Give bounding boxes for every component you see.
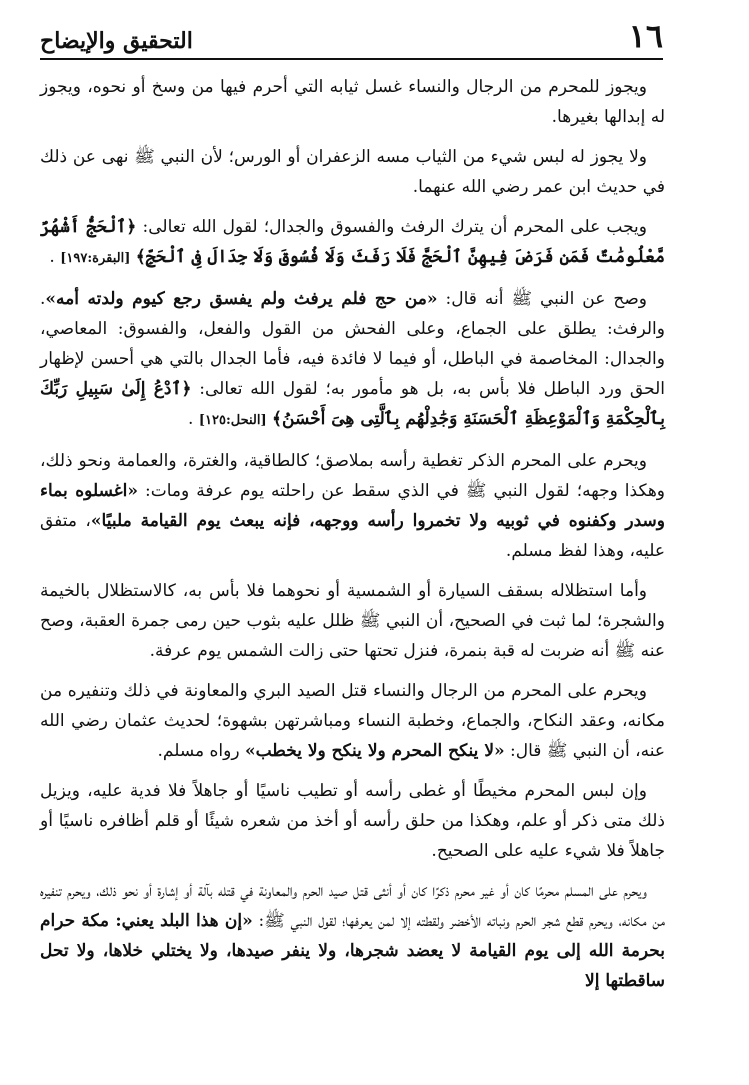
paragraph-rafath: [40, 212, 665, 274]
page-number: ١٦: [628, 17, 663, 55]
quran-verse: ﴿ٱلْحَجُّ أَشْهُرٌ مَّعْلُومَٰتٌ فَمَن فَرَضَ فِيهِنَّ ٱلْحَجَّ فَلَا رَفَثَ وَلَا فُسُوقَ وَلَا جِدَالَ فِى ٱلْحَجِّ﴾: [40, 217, 665, 267]
paragraph-text: ويجب على المحرم أن يترك الرفث والفسوق والجدال؛ لقول الله تعالى:: [142, 217, 648, 237]
hadith-quote: «إن هذا البلد يعني: مكة حرام بحرمة الله إلى يوم القيامة لا يعضد شجرها، ولا ينفر صيدها، ولا يختلي خلاها، ولا تحل ساقطتها إلا: [40, 911, 665, 991]
paragraph-haram-game: [40, 876, 665, 996]
page-header: [40, 14, 663, 60]
quran-verse: ﴿ٱدْعُ إِلَىٰ سَبِيلِ رَبِّكَ بِٱلْحِكْمَةِ وَٱلْمَوْعِظَةِ ٱلْحَسَنَةِ وَجَٰدِلْهُم بِٱلَّتِى هِىَ أَحْسَنُ﴾: [40, 379, 665, 429]
paragraph-saffron: ولا يجوز له لبس شيء من الثياب مسه الزعفران أو الورس؛ لأن النبي ﷺ نهى عن ذلك في حديث ابن عمر رضي الله عنهما.: [40, 147, 665, 197]
paragraph-text: ويحرم على المحرم من الرجال والنساء قتل الصيد البري والمعاونة في ذلك وتنفيره من مكانه، وعقد النكاح، والجماع، وخطبة النساء ومباشرتهن بشهوة؛ لحديث عثمان رضي الله عنه، أن النبي ﷺ قال:: [40, 681, 665, 761]
hadith-quote: «لا ينكح المحرم ولا ينكح ولا يخطب»: [244, 741, 505, 761]
hadith-quote: «من حج فلم يرفث ولم يفسق رجع كيوم ولدته أمه»: [45, 289, 438, 309]
hadith-quote: «اغسلوه بماء وسدر وكفنوه في ثوبيه ولا تخمروا رأسه ووجهه، فإنه يبعث يوم القيامة ملبيًا»: [40, 481, 665, 531]
paragraph-text: .: [188, 409, 194, 429]
paragraph-text: ، متفق عليه، وهذا لفظ مسلم.: [40, 511, 665, 561]
running-title: التحقيق والإيضاح: [40, 28, 193, 54]
paragraph-text: .: [49, 247, 55, 267]
paragraph-head-covering: [40, 446, 665, 566]
verse-reference: [البقرة:١٩٧]: [60, 251, 131, 266]
paragraph-shade: وأما استظلاله بسقف السيارة أو الشمسية أو نحوهما فلا بأس به، كالاستظلال بالخيمة والشجرة؛ لما ثبت في الصحيح، أن النبي ﷺ ظلل عليه بثوب حين رمى جمرة العقبة، وصح عنه ﷺ أنه ضربت له قبة بنمرة، فنزل تحتها حتى زالت الشمس يوم عرفة.: [40, 581, 665, 661]
paragraph-hajj-hadith: [40, 284, 665, 436]
body-text: [40, 72, 665, 996]
paragraph-text: . والرفث: يطلق على الجماع، وعلى الفحش من القول والفعل، والفسوق: المعاصي، والجدال: المخاصمة في الباطل، أو فيما لا فائدة فيه، فأما الجدال بالتي هي أحسن لإظهار الحق ورد الباطل فلا بأس به، بل هو مأمور به؛ لقول الله تعالى:: [40, 289, 665, 399]
paragraph-text: ويحرم على المسلم محرمًا كان أو غير محرم ذكرًا كان أو أنثى قتل صيد الحرم والمعاونة في قتله بآلة أو إشارة أو نحو ذلك، ويحرم تنفيره من مكانه، ويحرم قطع شجر الحرم ونباته الأخضر ولقطته إلا لمن يعرفها؛ لقول النبي ﷺ:: [40, 881, 666, 931]
paragraph-text: وصح عن النبي ﷺ أنه قال:: [445, 289, 647, 309]
paragraph-forgetfulness: وإن لبس المحرم مخيطًا أو غطى رأسه أو تطيب ناسيًا أو جاهلاً فلا فدية عليه، ويزيل ذلك متى ذكر أو علم، وهكذا من حلق رأسه أو أخذ من شعره شيئًا أو قلم أظافره ناسيًا أو جاهلاً فلا شيء عليه على الصحيح.: [40, 781, 665, 861]
paragraph-text: ويحرم على المحرم الذكر تغطية رأسه بملاصق؛ كالطاقية، والغترة، والعمامة ونحو ذلك، وهكذا وجهه؛ لقول النبي ﷺ في الذي سقط عن راحلته يوم عرفة ومات:: [40, 451, 666, 501]
paragraph-hunting-marriage: [40, 676, 665, 766]
paragraph-text: رواه مسلم.: [157, 741, 245, 761]
verse-reference: [النحل:١٢٥]: [198, 413, 267, 428]
paragraph-washing-clothes: ويجوز للمحرم من الرجال والنساء غسل ثيابه التي أحرم فيها من وسخ أو نحوه، ويجوز له إبدالها بغيرها.: [40, 77, 665, 127]
